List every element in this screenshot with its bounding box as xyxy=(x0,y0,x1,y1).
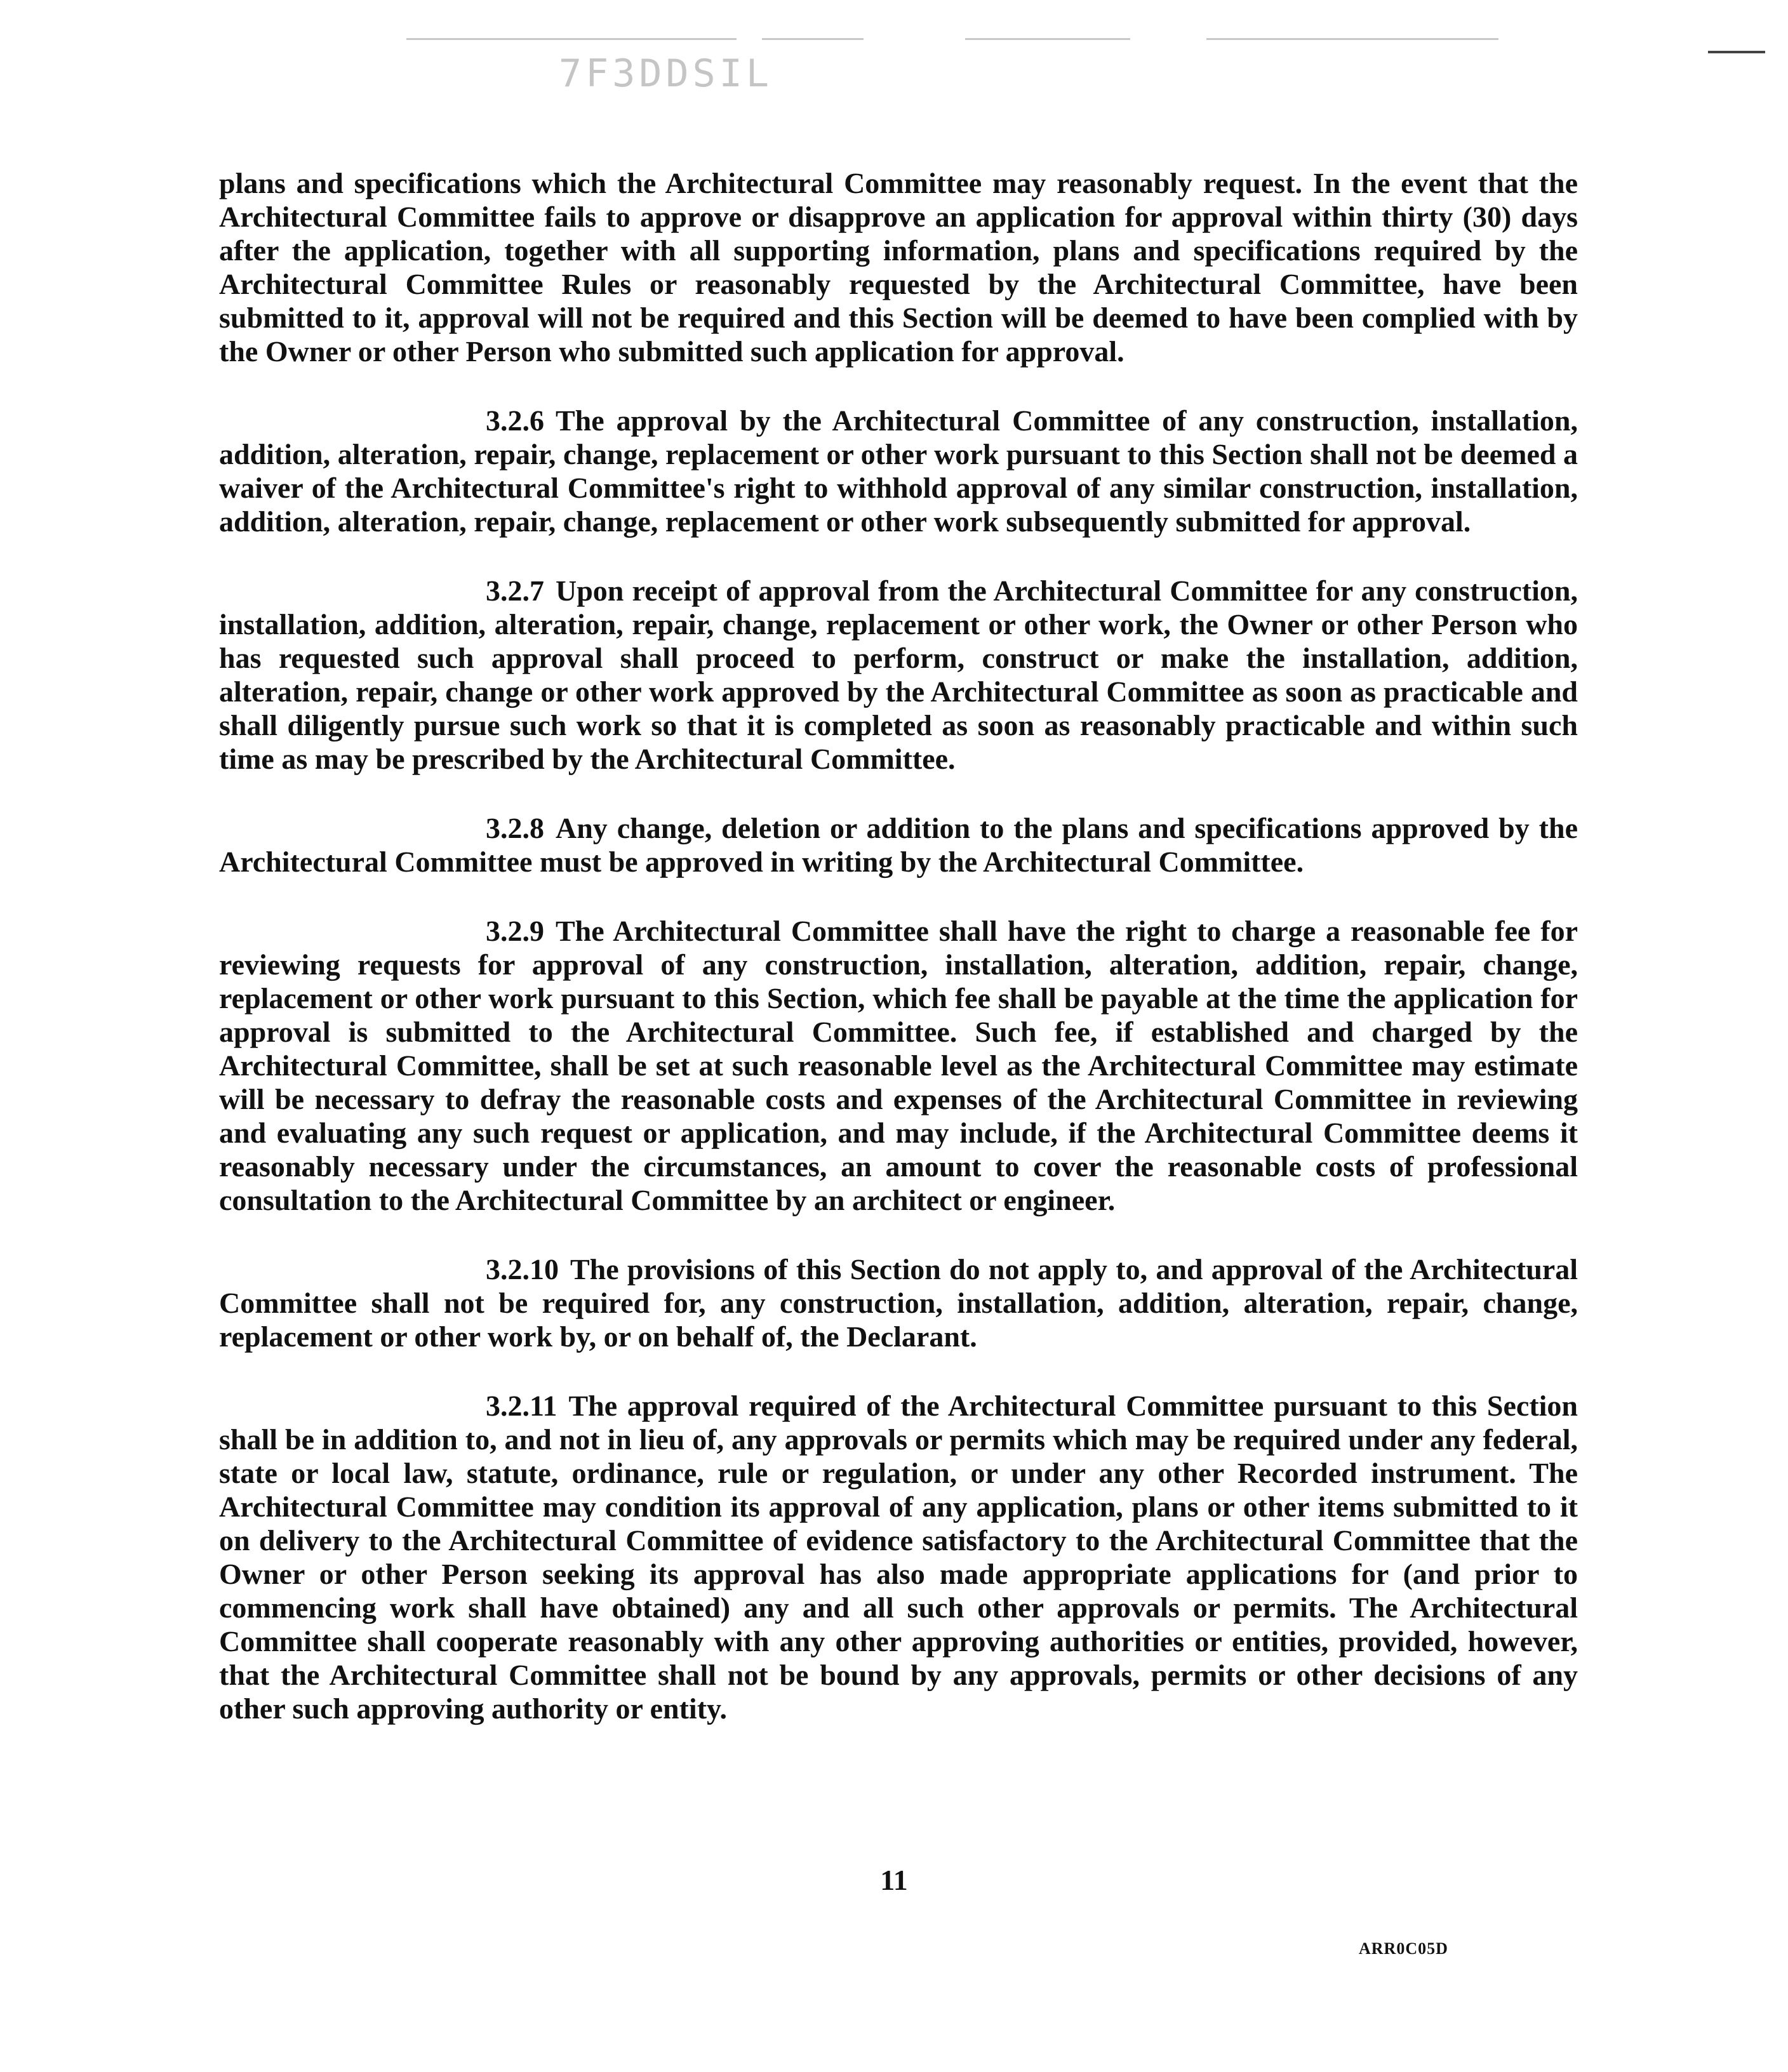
section-number: 3.2.9 xyxy=(486,915,544,947)
paragraph-text: Any change, deletion or addition to the plans and specifications approved by the Architectural Committee must be approved in writing by the Architectural Committee. xyxy=(219,812,1578,878)
document-body xyxy=(219,166,1578,1761)
paragraph-text: Upon receipt of approval from the Architectural Committee for any construction, installation, addition, alteration, repair, change, replacement or other work, the Owner or other Person who has requested such approval shall proceed to perform, construct or make the installation, addition, alteration, repair, change or other work approved by the Architectural Committee as soon as practicable and shall diligently pursue such work so that it is completed as soon as reasonably practicable and within such time as may be prescribed by the Architectural Committee. xyxy=(219,574,1578,775)
paragraph-3-2-6 xyxy=(219,404,1578,538)
paragraph-3-2-8 xyxy=(219,811,1578,879)
document-code: ARR0C05D xyxy=(1359,1939,1448,1958)
section-number: 3.2.10 xyxy=(486,1253,559,1285)
paragraph-3-2-7 xyxy=(219,574,1578,776)
section-number: 3.2.6 xyxy=(486,404,544,437)
paragraph-text: The Architectural Committee shall have the right to charge a reasonable fee for reviewing requests for approval of any construction, installation, alteration, addition, repair, change, replacement or other work pursuant to this Section, which fee shall be payable at the time the application for approval is submitted to the Architectural Committee. Such fee, if established and charged by the Architectural Committee, shall be set at such reasonable level as the Architectural Committee may estimate will be necessary to defray the reasonable costs and expenses of the Architectural Committee in reviewing and evaluating any such request or application, and may include, if the Architectural Committee deems it reasonably necessary under the circumstances, an amount to cover the reasonable costs of professional consultation to the Architectural Committee by an architect or engineer. xyxy=(219,915,1578,1216)
paragraph-3-2-10 xyxy=(219,1252,1578,1353)
paragraph-text: The provisions of this Section do not apply to, and approval of the Architectural Committee shall not be required for, any construction, installation, addition, alteration, repair, change, replacement or other work by, or on behalf of, the Declarant. xyxy=(219,1253,1578,1353)
paragraph-text: The approval required of the Architectural Committee pursuant to this Section shall be in addition to, and not in lieu of, any approvals or permits which may be required under any federal, state or local law, statute, ordinance, rule or regulation, or under any other Recorded instrument. The Architectural Committee may condition its approval of any application, plans or other items submitted to it on delivery to the Architectural Committee of evidence satisfactory to the Architectural Committee that the Owner or other Person seeking its approval has also made appropriate applications for (and prior to commencing work shall have obtained) any and all such other approvals or permits. The Architectural Committee shall cooperate reasonably with any other approving authorities or entities, provided, however, that the Architectural Committee shall not be bound by any approvals, permits or other decisions of any other such approving authority or entity. xyxy=(219,1390,1578,1725)
scan-artifact-line xyxy=(406,38,737,40)
scan-artifact-line xyxy=(965,38,1130,40)
paragraph-3-2-11 xyxy=(219,1389,1578,1725)
paragraph-text: plans and specifications which the Architectural Committee may reasonably request. In the event that the Architectural Committee fails to approve or disapprove an application for approval within thirty (30) days after the application, together with all supporting information, plans and specifications required by the Architectural Committee Rules or reasonably requested by the Architectural Committee, have been submitted to it, approval will not be required and this Section will be deemed to have been complied with by the Owner or other Person who submitted such application for approval. xyxy=(219,167,1578,368)
scan-artifact-line xyxy=(762,38,864,40)
paragraph-3-2-9 xyxy=(219,914,1578,1217)
paragraph-continuation xyxy=(219,166,1578,368)
document-stamp: 7F3DDSIL xyxy=(559,51,773,96)
scan-artifact-line xyxy=(1206,38,1498,40)
top-right-rule xyxy=(1708,51,1765,53)
section-number: 3.2.11 xyxy=(486,1390,557,1422)
section-number: 3.2.8 xyxy=(486,812,544,844)
page-number: 11 xyxy=(880,1864,908,1896)
section-number: 3.2.7 xyxy=(486,574,544,607)
paragraph-text: The approval by the Architectural Committee of any construction, installation, addition, alteration, repair, change, replacement or other work pursuant to this Section shall not be deemed a waiver of the Architectural Committee's right to withhold approval of any similar construction, installation, addition, alteration, repair, change, replacement or other work subsequently submitted for approval. xyxy=(219,404,1578,538)
